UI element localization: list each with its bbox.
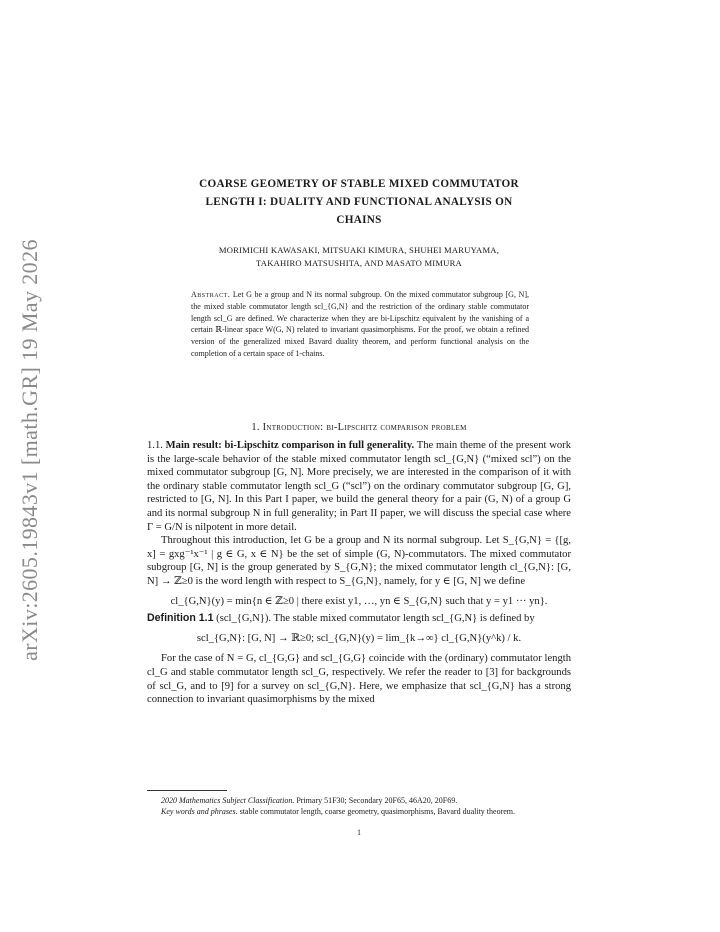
arxiv-stamp [5,230,55,670]
keywords-label: Key words and phrases. [161,807,238,816]
footnote-keywords [147,806,571,817]
abstract [191,289,529,360]
author-line: TAKAHIRO MATSUSHITA, AND MASATO MIMURA [256,258,462,268]
msc-label: 2020 Mathematics Subject Classification. [161,796,295,805]
abstract-text: Let G be a group and N its normal subgroup. On the mixed commutator subgroup [G, N], the mixed stable commutator length scl_{G,N} and the restriction of the ordinary stable commutator length scl_G are defined. We characterize when they are bi-Lipschitz equivalent by the vanishing of a certain ℝ-linear space W(G, N) related to invariant quasimorphisms. For the proof, we obtain a refined version of the generalized mixed Bavard duality theorem, and perform functional analysis on the completion of a certain space of 1-chains. [191,290,530,358]
paper-title [147,175,571,229]
msc-text: Primary 51F30; Secondary 20F65, 46A20, 20F69. [296,796,458,805]
author-list [147,244,571,270]
page-number: 1 [357,828,361,837]
keywords-text: stable commutator length, coarse geometry, quasimorphisms, Bavard duality theorem. [239,807,516,816]
definition-text: (scl_{G,N}). The stable mixed commutator length scl_{G,N} is defined by [216,613,535,625]
title-line: COARSE GEOMETRY OF STABLE MIXED COMMUTATOR [199,178,519,190]
paragraph-3: For the case of N = G, cl_{G,G} and scl_{G,G} coincide with the (ordinary) commutator length cl_G and stable commutator length scl_G, respectively. We refer the reader to [3] for backgrounds of scl_G, and to [9] for a survey on scl_{G,N}. Here, we emphasize that scl_{G,N} has a strong connection to invariant quasimorphisms by the mixed [147,653,571,706]
definition-1-1 [147,612,571,626]
display-equation-cl: cl_{G,N}(y) = min{n ∈ ℤ≥0 | there exist y1, …, yn ∈ S_{G,N} such that y = y1 ··· yn}. [170,595,548,607]
definition-label: Definition 1.1 [147,612,214,625]
title-line: LENGTH I: DUALITY AND FUNCTIONAL ANALYSIS ON [205,196,513,208]
abstract-label: Abstract. [191,290,231,299]
arxiv-identifier: arXiv:2605.19843v1 [math.GR] 19 May 2026 [17,239,43,661]
body-text [147,439,571,707]
paragraph-1 [147,439,571,534]
display-equation-scl: scl_{G,N}: [G, N] → ℝ≥0; scl_{G,N}(y) = lim_{k→∞} cl_{G,N}(y^k) / k. [196,632,522,644]
footnote-msc [147,795,571,806]
subsection-number: 1.1. [147,440,163,451]
title-line: CHAINS [336,214,382,226]
subsection-title: Main result: bi-Lipschitz comparison in full generality. [165,440,415,451]
author-line: MORIMICHI KAWASAKI, MITSUAKI KIMURA, SHUHEI MARUYAMA, [218,245,500,255]
footnote-rule [147,790,227,791]
paper-page [147,0,571,932]
section-heading: 1. Introduction: bi-Lipschitz comparison problem [251,422,467,433]
paragraph-text: The main theme of the present work is the large-scale behavior of the stable mixed commutator length scl_{G,N} (“mixed scl”) on the mixed commutator subgroup [G, N]. More precisely, we are interested in the comparison of it with the ordinary stable commutator length scl_G (“scl”) on the ordinary commutator subgroup [G, G], restricted to [G, N]. In this Part I paper, we build the general theory for a pair (G, N) of a group G and its normal subgroup N in full generality; in Part II paper, we will discuss the special case where Γ = G/N is nilpotent in more detail. [147,440,571,533]
footnotes [147,795,571,817]
paragraph-2: Throughout this introduction, let G be a group and N its normal subgroup. Let S_{G,N} = {[g, x] = gxg⁻¹x⁻¹ | g ∈ G, x ∈ N} be the set of simple (G, N)-commutators. The mixed commutator subgroup [G, N] is the group generated by S_{G,N}; the mixed commutator length cl_{G,N}: [G, N] → ℤ≥0 is the word length with respect to S_{G,N}, namely, for y ∈ [G, N] we define [147,535,571,587]
